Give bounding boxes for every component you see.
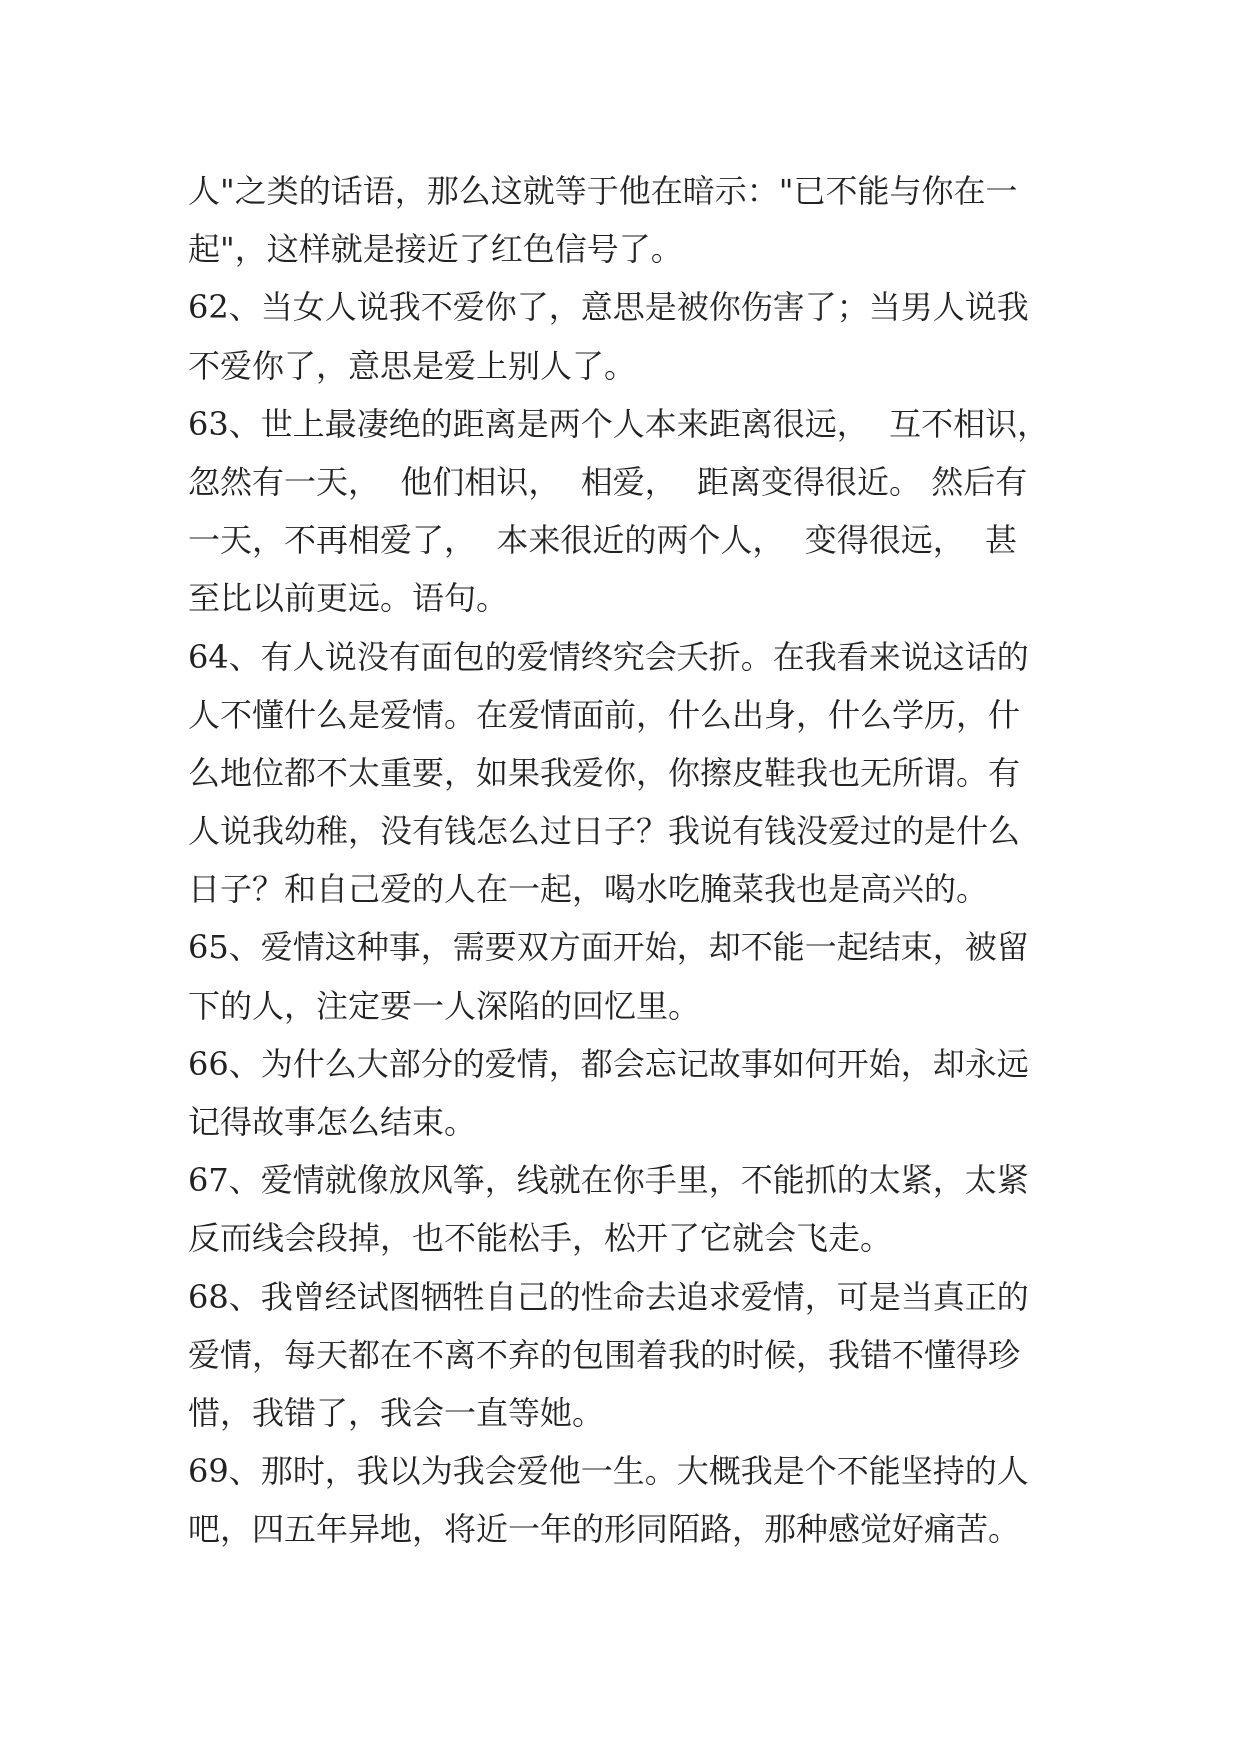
text-line: 起"，这样就是接近了红色信号了。 [188,230,683,269]
text-line: 日子？和自己爱的人在一起，喝水吃腌菜我也是高兴的。 [188,870,989,909]
text-line: 至比以前更远。语句。 [188,579,509,618]
text-line: 62、当女人说我不爱你了，意思是被你伤害了；当男人说我 [188,288,1029,327]
text-line: 65、爱情这种事，需要双方面开始，却不能一起结束，被留 [188,928,1029,967]
text-line: 忽然有一天， 他们相识， 相爱， 距离变得很近。 然后有 [188,462,1028,501]
text-line: 吧，四五年异地，将近一年的形同陌路，那种感觉好痛苦。 [188,1510,1021,1549]
text-line: 么地位都不太重要，如果我爱你，你擦皮鞋我也无所谓。有 [188,753,1021,792]
document-body [188,162,1068,1559]
text-line: 67、爱情就像放风筝，线就在你手里，不能抓的太紧，太紧 [188,1161,1029,1200]
text-line: 68、我曾经试图牺牲自己的性命去追求爱情，可是当真正的 [188,1277,1029,1316]
text-line: 下的人，注定要一人深陷的回忆里。 [188,986,701,1025]
text-line: 人"之类的话语，那么这就等于他在暗示："已不能与你在一 [188,172,1018,210]
text-line: 69、那时，我以为我会爱他一生。大概我是个不能坚持的人 [188,1452,1029,1491]
text-line: 一天，不再相爱了， 本来很近的两个人， 变得很远， 甚 [188,521,1018,560]
text-line: 66、为什么大部分的爱情，都会忘记故事如何开始，却永远 [188,1044,1029,1083]
text-line: 64、有人说没有面包的爱情终究会夭折。在我看来说这话的 [188,637,1029,676]
text-line: 记得故事怎么结束。 [188,1103,477,1141]
text-line: 反而线会段掉，也不能松手，松开了它就会飞走。 [188,1219,893,1258]
text-line: 惜，我错了，我会一直等她。 [188,1393,605,1432]
text-line: 不爱你了，意思是爱上别人了。 [188,346,637,385]
text-line: 爱情，每天都在不离不弃的包围着我的时候，我错不懂得珍 [188,1335,1021,1374]
text-line: 人不懂什么是爱情。在爱情面前，什么出身，什么学历，什 [188,695,1021,734]
text-line: 63、世上最凄绝的距离是两个人本来距离很远， 互不相识， [188,404,1050,443]
text-line: 人说我幼稚，没有钱怎么过日子？我说有钱没爱过的是什么 [188,812,1021,851]
